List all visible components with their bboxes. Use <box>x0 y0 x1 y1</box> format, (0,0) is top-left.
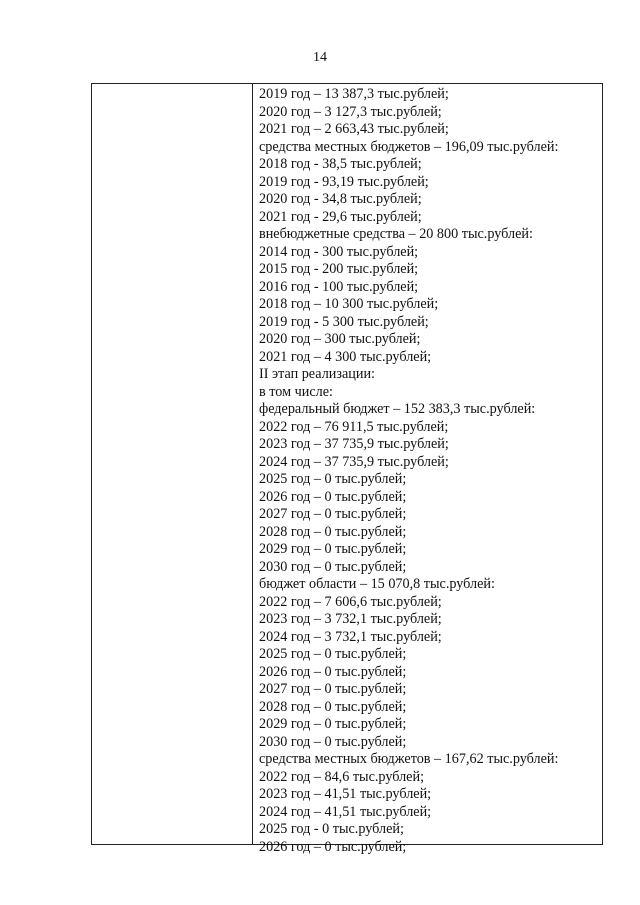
funding-line: 2018 год – 10 300 тыс.рублей; <box>259 296 439 312</box>
funding-line: II этап реализации: <box>259 366 375 382</box>
funding-line: 2018 год - 38,5 тыс.рублей; <box>259 156 422 172</box>
funding-line: бюджет области – 15 070,8 тыс.рублей: <box>259 576 495 592</box>
funding-line: 2023 год – 41,51 тыс.рублей; <box>259 786 432 802</box>
funding-line: 2019 год – 13 387,3 тыс.рублей; <box>259 86 449 102</box>
funding-line: 2019 год - 93,19 тыс.рублей; <box>259 173 429 190</box>
funding-line: 2020 год – 300 тыс.рублей; <box>259 331 421 347</box>
funding-line: 2020 год - 34,8 тыс.рублей; <box>259 191 422 207</box>
funding-line: 2022 год – 84,6 тыс.рублей; <box>259 768 425 785</box>
funding-line: 2021 год – 4 300 тыс.рублей; <box>259 348 432 365</box>
funding-line: 2027 год – 0 тыс.рублей; <box>259 506 407 522</box>
funding-line: 2024 год – 3 732,1 тыс.рублей; <box>259 628 442 645</box>
funding-line: 2019 год - 5 300 тыс.рублей; <box>259 313 429 330</box>
funding-line: 2027 год – 0 тыс.рублей; <box>259 681 407 697</box>
funding-line: 2015 год - 200 тыс.рублей; <box>259 261 419 277</box>
table-left-cell <box>92 84 253 844</box>
funding-line: внебюджетные средства – 20 800 тыс.рублей: <box>259 226 533 242</box>
funding-line: 2021 год - 29,6 тыс.рублей; <box>259 208 422 225</box>
funding-line: 2025 год - 0 тыс.рублей; <box>259 821 404 837</box>
funding-line: 2028 год – 0 тыс.рублей; <box>259 698 407 715</box>
funding-line: 2023 год – 3 732,1 тыс.рублей; <box>259 611 442 627</box>
funding-line: 2020 год – 3 127,3 тыс.рублей; <box>259 103 442 120</box>
funding-table <box>91 83 603 855</box>
funding-line: 2030 год – 0 тыс.рублей; <box>259 733 407 750</box>
funding-line: 2029 год – 0 тыс.рублей; <box>259 541 407 557</box>
page-number: 14 <box>313 50 327 65</box>
funding-line: 2028 год – 0 тыс.рублей; <box>259 523 407 540</box>
funding-line: 2016 год - 100 тыс.рублей; <box>259 278 419 295</box>
funding-line: федеральный бюджет – 152 383,3 тыс.рублей: <box>259 401 536 417</box>
funding-line: средства местных бюджетов – 167,62 тыс.рублей: <box>259 751 559 767</box>
funding-line: 2025 год – 0 тыс.рублей; <box>259 471 407 487</box>
table-right-cell <box>253 84 602 855</box>
funding-line: 2021 год – 2 663,43 тыс.рублей; <box>259 121 449 137</box>
funding-line: в том числе: <box>259 383 333 400</box>
funding-line: 2026 год – 0 тыс.рублей; <box>259 488 407 505</box>
funding-line: 2025 год – 0 тыс.рублей; <box>259 646 407 662</box>
funding-line: 2030 год – 0 тыс.рублей; <box>259 558 407 575</box>
funding-line: 2024 год – 41,51 тыс.рублей; <box>259 803 432 820</box>
funding-line: 2029 год – 0 тыс.рублей; <box>259 716 407 732</box>
funding-line: 2026 год – 0 тыс.рублей; <box>259 663 407 680</box>
funding-line: 2026 год – 0 тыс.рублей; <box>259 838 407 855</box>
funding-line: 2024 год – 37 735,9 тыс.рублей; <box>259 453 449 470</box>
funding-line: 2014 год - 300 тыс.рублей; <box>259 243 419 260</box>
funding-line: 2022 год – 76 911,5 тыс.рублей; <box>259 418 449 435</box>
funding-line: средства местных бюджетов – 196,09 тыс.рублей: <box>259 138 559 155</box>
funding-line: 2023 год – 37 735,9 тыс.рублей; <box>259 436 449 452</box>
funding-line: 2022 год – 7 606,6 тыс.рублей; <box>259 593 442 610</box>
